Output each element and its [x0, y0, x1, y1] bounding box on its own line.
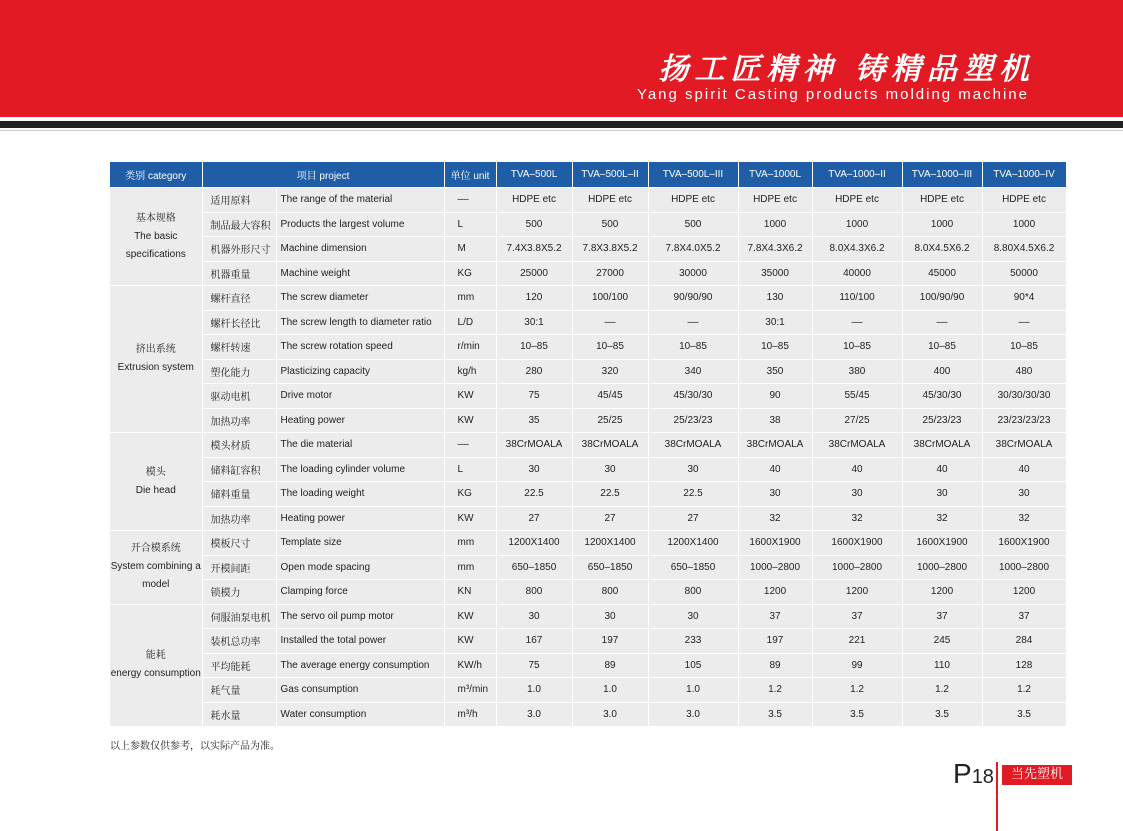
value-cell: 37 — [982, 604, 1066, 629]
value-cell: 38CrMOALA — [812, 433, 902, 458]
table-row — [110, 286, 1066, 311]
item-name-en: Installed the total power — [276, 629, 444, 654]
item-name-en: Gas consumption — [276, 678, 444, 703]
header-model: TVA–500L–III — [648, 162, 738, 188]
value-cell: 400 — [902, 359, 982, 384]
value-cell: 30 — [648, 604, 738, 629]
value-cell: 38CrMOALA — [982, 433, 1066, 458]
value-cell: 1200 — [812, 580, 902, 605]
value-cell: 27/25 — [812, 408, 902, 433]
page-prefix: P — [953, 758, 972, 789]
value-cell: 3.5 — [982, 702, 1066, 727]
value-cell: 800 — [648, 580, 738, 605]
item-name-cn: 装机总功率 — [202, 629, 276, 654]
unit-cell: mm — [444, 286, 496, 311]
value-cell: 500 — [648, 212, 738, 237]
category-cell — [110, 604, 202, 727]
value-cell: 90*4 — [982, 286, 1066, 311]
unit-cell: KN — [444, 580, 496, 605]
unit-cell: KW — [444, 506, 496, 531]
value-cell: 32 — [902, 506, 982, 531]
item-name-en: Clamping force — [276, 580, 444, 605]
item-name-cn: 适用原料 — [202, 188, 276, 213]
header-model: TVA–1000L — [738, 162, 812, 188]
value-cell: 650–1850 — [648, 555, 738, 580]
item-name-cn: 模头材质 — [202, 433, 276, 458]
value-cell: 320 — [572, 359, 648, 384]
value-cell: 32 — [812, 506, 902, 531]
value-cell: 90 — [738, 384, 812, 409]
item-name-en: Products the largest volume — [276, 212, 444, 237]
value-cell: 1000–2800 — [738, 555, 812, 580]
value-cell: 1600X1900 — [902, 531, 982, 556]
unit-cell: KW — [444, 384, 496, 409]
value-cell: 221 — [812, 629, 902, 654]
value-cell: 3.0 — [572, 702, 648, 727]
unit-cell: L — [444, 457, 496, 482]
header-rule-thick — [0, 121, 1123, 128]
value-cell: 30 — [982, 482, 1066, 507]
value-cell: 650–1850 — [572, 555, 648, 580]
table-row — [110, 506, 1066, 531]
item-name-en: The die material — [276, 433, 444, 458]
value-cell: 25/23/23 — [902, 408, 982, 433]
value-cell: 32 — [738, 506, 812, 531]
value-cell: 1000 — [982, 212, 1066, 237]
value-cell: 40 — [982, 457, 1066, 482]
value-cell: HDPE etc — [572, 188, 648, 213]
value-cell: 280 — [496, 359, 572, 384]
value-cell: 1600X1900 — [812, 531, 902, 556]
item-name-en: Heating power — [276, 506, 444, 531]
value-cell: 10–85 — [902, 335, 982, 360]
value-cell: HDPE etc — [812, 188, 902, 213]
table-row — [110, 384, 1066, 409]
value-cell: 100/100 — [572, 286, 648, 311]
table-row — [110, 433, 1066, 458]
value-cell: 1200 — [982, 580, 1066, 605]
value-cell: 8.0X4.5X6.2 — [902, 237, 982, 262]
value-cell: 245 — [902, 629, 982, 654]
value-cell: 1.0 — [496, 678, 572, 703]
category-name-en: Extrusion system — [117, 362, 194, 373]
value-cell: 30 — [572, 457, 648, 482]
unit-cell: KW — [444, 629, 496, 654]
value-cell: 197 — [572, 629, 648, 654]
value-cell: 1000–2800 — [812, 555, 902, 580]
value-cell: 10–85 — [648, 335, 738, 360]
value-cell: 30:1 — [738, 310, 812, 335]
value-cell: 30 — [812, 482, 902, 507]
item-name-cn: 螺杆直径 — [202, 286, 276, 311]
value-cell: 1600X1900 — [982, 531, 1066, 556]
value-cell: 90/90/90 — [648, 286, 738, 311]
value-cell: 40 — [812, 457, 902, 482]
value-cell: 100/90/90 — [902, 286, 982, 311]
item-name-cn: 耗气量 — [202, 678, 276, 703]
item-name-cn: 开模间距 — [202, 555, 276, 580]
value-cell: 480 — [982, 359, 1066, 384]
value-cell: HDPE etc — [902, 188, 982, 213]
value-cell: 30 — [648, 457, 738, 482]
unit-cell: L/D — [444, 310, 496, 335]
table-row — [110, 335, 1066, 360]
value-cell: 1000–2800 — [902, 555, 982, 580]
page-number — [953, 758, 994, 790]
header-project: 项目 project — [202, 162, 444, 188]
value-cell: 30:1 — [496, 310, 572, 335]
item-name-en: Plasticizing capacity — [276, 359, 444, 384]
table-row — [110, 482, 1066, 507]
category-cell — [110, 188, 202, 286]
value-cell: 35 — [496, 408, 572, 433]
value-cell: 38CrMOALA — [902, 433, 982, 458]
value-cell: 167 — [496, 629, 572, 654]
value-cell: 23/23/23/23 — [982, 408, 1066, 433]
item-name-en: The servo oil pump motor — [276, 604, 444, 629]
unit-cell: mm — [444, 531, 496, 556]
value-cell: 3.5 — [902, 702, 982, 727]
item-name-en: Open mode spacing — [276, 555, 444, 580]
item-name-en: Drive motor — [276, 384, 444, 409]
item-name-cn: 机器外形尺寸 — [202, 237, 276, 262]
value-cell: 55/45 — [812, 384, 902, 409]
value-cell: 35000 — [738, 261, 812, 286]
value-cell: 1.2 — [902, 678, 982, 703]
spec-table — [110, 162, 1067, 727]
value-cell: 38 — [738, 408, 812, 433]
value-cell: 30 — [572, 604, 648, 629]
header-model: TVA–1000–III — [902, 162, 982, 188]
value-cell: 30 — [496, 604, 572, 629]
header-category: 类别 category — [110, 162, 202, 188]
unit-cell: L — [444, 212, 496, 237]
value-cell: HDPE etc — [738, 188, 812, 213]
unit-cell: –– — [444, 433, 496, 458]
item-name-cn: 加热功率 — [202, 408, 276, 433]
category-name-cn: 开合模系统 — [130, 543, 181, 555]
value-cell: 1200X1400 — [572, 531, 648, 556]
value-cell: 1600X1900 — [738, 531, 812, 556]
value-cell: 40 — [902, 457, 982, 482]
value-cell: 10–85 — [812, 335, 902, 360]
value-cell: 40 — [738, 457, 812, 482]
value-cell: 30 — [902, 482, 982, 507]
header-rule-thin — [0, 130, 1123, 131]
value-cell: 7.8X4.0X5.2 — [648, 237, 738, 262]
page-divider — [996, 762, 998, 831]
item-name-en: Water consumption — [276, 702, 444, 727]
value-cell: 3.0 — [648, 702, 738, 727]
value-cell: 75 — [496, 653, 572, 678]
value-cell: 25/25 — [572, 408, 648, 433]
value-cell: 38CrMOALA — [572, 433, 648, 458]
table-row — [110, 359, 1066, 384]
value-cell: 38CrMOALA — [496, 433, 572, 458]
value-cell: 27 — [572, 506, 648, 531]
value-cell: 3.5 — [738, 702, 812, 727]
value-cell: 10–85 — [738, 335, 812, 360]
value-cell: 37 — [812, 604, 902, 629]
value-cell: 45/45 — [572, 384, 648, 409]
value-cell: HDPE etc — [496, 188, 572, 213]
value-cell: –– — [648, 310, 738, 335]
value-cell: 30000 — [648, 261, 738, 286]
value-cell: 350 — [738, 359, 812, 384]
item-name-en: The screw rotation speed — [276, 335, 444, 360]
unit-cell: r/min — [444, 335, 496, 360]
value-cell: 50000 — [982, 261, 1066, 286]
value-cell: 130 — [738, 286, 812, 311]
table-row — [110, 310, 1066, 335]
table-row — [110, 580, 1066, 605]
slogan-english: Yang spirit Casting products molding machine — [636, 86, 1029, 103]
table-row — [110, 555, 1066, 580]
value-cell: 105 — [648, 653, 738, 678]
brand-tag: 当先塑机 — [1002, 765, 1072, 785]
item-name-cn: 模板尺寸 — [202, 531, 276, 556]
value-cell: 128 — [982, 653, 1066, 678]
table-body — [110, 188, 1066, 727]
value-cell: 1.0 — [572, 678, 648, 703]
item-name-cn: 耗水量 — [202, 702, 276, 727]
item-name-cn: 储料重量 — [202, 482, 276, 507]
item-name-en: The average energy consumption — [276, 653, 444, 678]
value-cell: 10–85 — [496, 335, 572, 360]
item-name-en: Heating power — [276, 408, 444, 433]
value-cell: 1200 — [902, 580, 982, 605]
category-name-cn: 模头 — [145, 466, 166, 478]
value-cell: –– — [572, 310, 648, 335]
value-cell: 110/100 — [812, 286, 902, 311]
category-name-en: Die head — [135, 484, 176, 496]
value-cell: 800 — [496, 580, 572, 605]
value-cell: 45000 — [902, 261, 982, 286]
page-number-value: 18 — [971, 766, 994, 788]
value-cell: 1.2 — [812, 678, 902, 703]
item-name-en: The loading cylinder volume — [276, 457, 444, 482]
item-name-cn: 伺服油泵电机 — [202, 604, 276, 629]
unit-cell: m³/min — [444, 678, 496, 703]
header-model: TVA–1000–II — [812, 162, 902, 188]
table-row — [110, 653, 1066, 678]
value-cell: 38CrMOALA — [738, 433, 812, 458]
value-cell: 650–1850 — [496, 555, 572, 580]
value-cell: 37 — [738, 604, 812, 629]
header-banner — [0, 0, 1123, 117]
value-cell: 3.5 — [812, 702, 902, 727]
unit-cell: KW/h — [444, 653, 496, 678]
value-cell: 37 — [902, 604, 982, 629]
value-cell: 1000–2800 — [982, 555, 1066, 580]
value-cell: 1.2 — [982, 678, 1066, 703]
header-unit: 单位 unit — [444, 162, 496, 188]
item-name-en: The range of the material — [276, 188, 444, 213]
value-cell: 500 — [572, 212, 648, 237]
item-name-cn: 机器重量 — [202, 261, 276, 286]
category-cell — [110, 433, 202, 531]
item-name-cn: 塑化能力 — [202, 359, 276, 384]
table-row — [110, 604, 1066, 629]
item-name-cn: 螺杆转速 — [202, 335, 276, 360]
value-cell: 22.5 — [496, 482, 572, 507]
category-name-cn: 基本规格 — [135, 212, 176, 224]
value-cell: 3.0 — [496, 702, 572, 727]
value-cell: 27000 — [572, 261, 648, 286]
value-cell: 7.8X3.8X5.2 — [572, 237, 648, 262]
unit-cell: KG — [444, 482, 496, 507]
category-cell — [110, 531, 202, 605]
item-name-cn: 加热功率 — [202, 506, 276, 531]
value-cell: HDPE etc — [648, 188, 738, 213]
value-cell: 197 — [738, 629, 812, 654]
value-cell: 10–85 — [572, 335, 648, 360]
value-cell: 32 — [982, 506, 1066, 531]
category-name-en: energy consumption — [110, 668, 201, 680]
value-cell: 1.2 — [738, 678, 812, 703]
value-cell: 8.80X4.5X6.2 — [982, 237, 1066, 262]
value-cell: 1200X1400 — [648, 531, 738, 556]
item-name-en: Machine weight — [276, 261, 444, 286]
value-cell: 800 — [572, 580, 648, 605]
value-cell: 45/30/30 — [902, 384, 982, 409]
value-cell: 1200X1400 — [496, 531, 572, 556]
value-cell: 1000 — [812, 212, 902, 237]
value-cell: 1.0 — [648, 678, 738, 703]
item-name-cn: 锁模力 — [202, 580, 276, 605]
value-cell: 45/30/30 — [648, 384, 738, 409]
value-cell: 500 — [496, 212, 572, 237]
value-cell: 89 — [572, 653, 648, 678]
footnote: 以上参数仅供参考，以实际产品为准。 — [110, 741, 280, 752]
table-row — [110, 212, 1066, 237]
item-name-cn: 驱动电机 — [202, 384, 276, 409]
table-row — [110, 629, 1066, 654]
value-cell: –– — [982, 310, 1066, 335]
item-name-en: The loading weight — [276, 482, 444, 507]
category-name-en: The basic specifications — [125, 230, 186, 260]
table-row — [110, 261, 1066, 286]
value-cell: 340 — [648, 359, 738, 384]
table-row — [110, 702, 1066, 727]
slogan-chinese: 扬工匠精神 铸精品塑机 — [658, 52, 1035, 87]
table-row — [110, 408, 1066, 433]
item-name-en: Machine dimension — [276, 237, 444, 262]
value-cell: 27 — [648, 506, 738, 531]
category-cell — [110, 286, 202, 433]
table-row — [110, 678, 1066, 703]
item-name-cn: 制品最大容积 — [202, 212, 276, 237]
table-row — [110, 531, 1066, 556]
unit-cell: KG — [444, 261, 496, 286]
item-name-en: Template size — [276, 531, 444, 556]
value-cell: 27 — [496, 506, 572, 531]
value-cell: 1200 — [738, 580, 812, 605]
unit-cell: M — [444, 237, 496, 262]
unit-cell: KW — [444, 604, 496, 629]
category-name-en: System combining a model — [110, 561, 201, 591]
unit-cell: mm — [444, 555, 496, 580]
value-cell: 120 — [496, 286, 572, 311]
table-row — [110, 237, 1066, 262]
unit-cell: m³/h — [444, 702, 496, 727]
table-row — [110, 457, 1066, 482]
value-cell: 284 — [982, 629, 1066, 654]
value-cell: 8.0X4.3X6.2 — [812, 237, 902, 262]
value-cell: 10–85 — [982, 335, 1066, 360]
value-cell: 30 — [496, 457, 572, 482]
value-cell: –– — [812, 310, 902, 335]
value-cell: 110 — [902, 653, 982, 678]
category-name-cn: 能耗 — [145, 650, 166, 662]
header-model: TVA–500L — [496, 162, 572, 188]
value-cell: 22.5 — [648, 482, 738, 507]
table-header-row — [110, 162, 1066, 188]
table-row — [110, 188, 1066, 213]
value-cell: 89 — [738, 653, 812, 678]
item-name-cn: 储料缸容积 — [202, 457, 276, 482]
value-cell: 40000 — [812, 261, 902, 286]
value-cell: 75 — [496, 384, 572, 409]
value-cell: HDPE etc — [982, 188, 1066, 213]
value-cell: 7.4X3.8X5.2 — [496, 237, 572, 262]
header-model: TVA–500L–II — [572, 162, 648, 188]
value-cell: –– — [902, 310, 982, 335]
header-model: TVA–1000–IV — [982, 162, 1066, 188]
category-name-cn: 挤出系统 — [135, 344, 176, 355]
value-cell: 25/23/23 — [648, 408, 738, 433]
value-cell: 99 — [812, 653, 902, 678]
item-name-en: The screw length to diameter ratio — [276, 310, 444, 335]
item-name-cn: 螺杆长径比 — [202, 310, 276, 335]
value-cell: 1000 — [738, 212, 812, 237]
value-cell: 7.8X4.3X6.2 — [738, 237, 812, 262]
value-cell: 233 — [648, 629, 738, 654]
unit-cell: –– — [444, 188, 496, 213]
item-name-en: The screw diameter — [276, 286, 444, 311]
value-cell: 22.5 — [572, 482, 648, 507]
value-cell: 380 — [812, 359, 902, 384]
value-cell: 30 — [738, 482, 812, 507]
value-cell: 30/30/30/30 — [982, 384, 1066, 409]
unit-cell: kg/h — [444, 359, 496, 384]
item-name-cn: 平均能耗 — [202, 653, 276, 678]
value-cell: 38CrMOALA — [648, 433, 738, 458]
unit-cell: KW — [444, 408, 496, 433]
value-cell: 25000 — [496, 261, 572, 286]
value-cell: 1000 — [902, 212, 982, 237]
